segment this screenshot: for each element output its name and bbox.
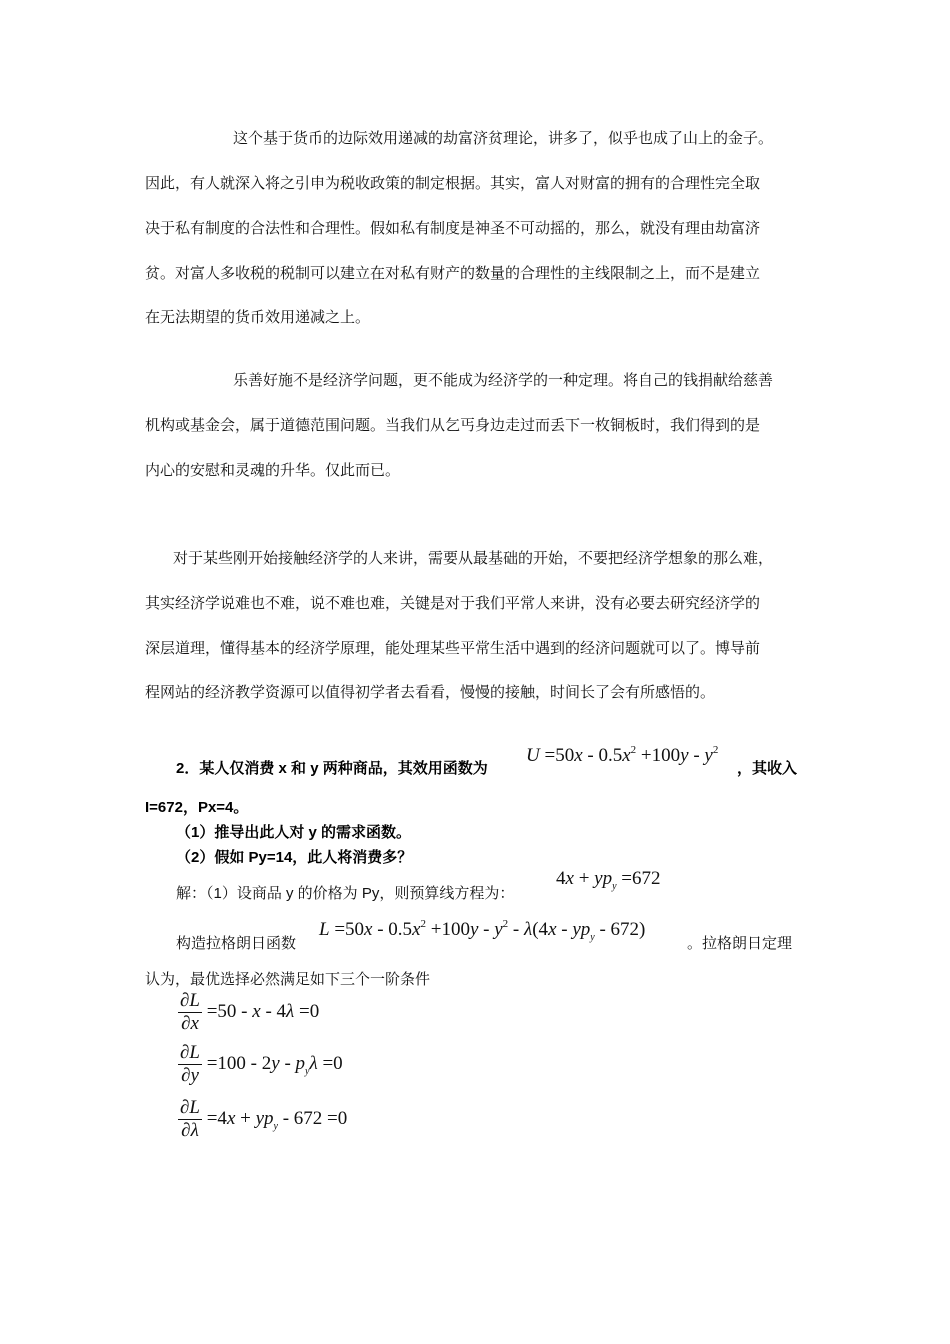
- problem-intro: 2．某人仅消费 x 和 y 两种商品，其效用函数为: [176, 760, 488, 777]
- foc-equation-y: $\frac{\partial L}{\partial y}$ $=100 - 2y - p_y\lambda =0$: [180, 1042, 343, 1086]
- problem-intro-tail: ，其收入: [737, 760, 798, 777]
- lagrangian-intro: 构造拉格朗日函数: [176, 935, 297, 952]
- question-1: （1）推导出此人对 y 的需求函数。: [176, 824, 412, 841]
- paragraph-line: 机构或基金会，属于道德范围问题。当我们从乞丐身边走过而丢下一枚铜板时，我们得到的是: [145, 416, 761, 434]
- paragraph-line: 其实经济学说难也不难，说不难也难，关键是对于我们平常人来讲，没有必要去研究经济学的: [145, 594, 761, 612]
- solution-intro: 解：（1）设商品 y 的价格为 Py，则预算线方程为：: [176, 885, 515, 902]
- paragraph-1: [145, 127, 807, 327]
- foc-equation-x: $\frac{\partial L}{\partial x}$ =50 - x - 4λ =0: [180, 990, 320, 1034]
- paragraph-line: 乐善好施不是经济学问题，更不能成为经济学的一种定理。将自己的钱捐献给慈善: [233, 371, 774, 389]
- paragraph-line: 程网站的经济教学资源可以值得初学者去看看，慢慢的接触，时间长了会有所感悟的。: [145, 683, 716, 701]
- paragraph-line: 因此，有人就深入将之引申为税收政策的制定根据。其实，富人对财富的拥有的合理性完全取: [145, 174, 761, 192]
- paragraph-line: 内心的安慰和灵魂的升华。仅此而已。: [145, 461, 401, 479]
- foc-equation-lambda: $\frac{\partial L}{\partial\lambda}$ $=4x + yp_y - 672 =0$: [180, 1097, 348, 1141]
- paragraph-line: 深层道理，懂得基本的经济学原理，能处理某些平常生活中遇到的经济问题就可以了。博导前: [145, 639, 761, 657]
- lagrangian-equation: $L =50x - 0.5x^2 +100y - y^2 - \lambda(4x - yp_y - 672)$: [319, 918, 646, 943]
- problem-income: I=672，Px=4。: [145, 799, 249, 816]
- paragraph-line: 在无法期望的货币效用递减之上。: [145, 308, 371, 326]
- utility-equation: $U =50x - 0.5x^2 +100y - y^2$: [526, 744, 719, 766]
- paragraph-line: 对于某些刚开始接触经济学的人来讲，需要从最基础的开始，不要把经济学想象的那么难，: [173, 549, 774, 567]
- budget-equation: $4x + yp_y =672$: [556, 868, 661, 892]
- lagrangian-tail: 。拉格朗日定理: [687, 935, 793, 952]
- paragraph-line: 决于私有制度的合法性和合理性。假如私有制度是神圣不可动摇的，那么，就没有理由劫富济: [145, 219, 761, 237]
- foc-intro: 认为，最优选择必然满足如下三个一阶条件: [145, 971, 431, 988]
- paragraph-line: 这个基于货币的边际效用递减的劫富济贫理论，讲多了，似乎也成了山上的金子。: [233, 129, 774, 147]
- paragraph-line: 贫。对富人多收税的税制可以建立在对私有财产的数量的合理性的主线限制之上，而不是建立: [145, 264, 761, 282]
- paragraph-3: [145, 547, 807, 717]
- question-2: （2）假如 Py=14，此人将消费多？: [176, 849, 413, 866]
- paragraph-2: [145, 369, 807, 489]
